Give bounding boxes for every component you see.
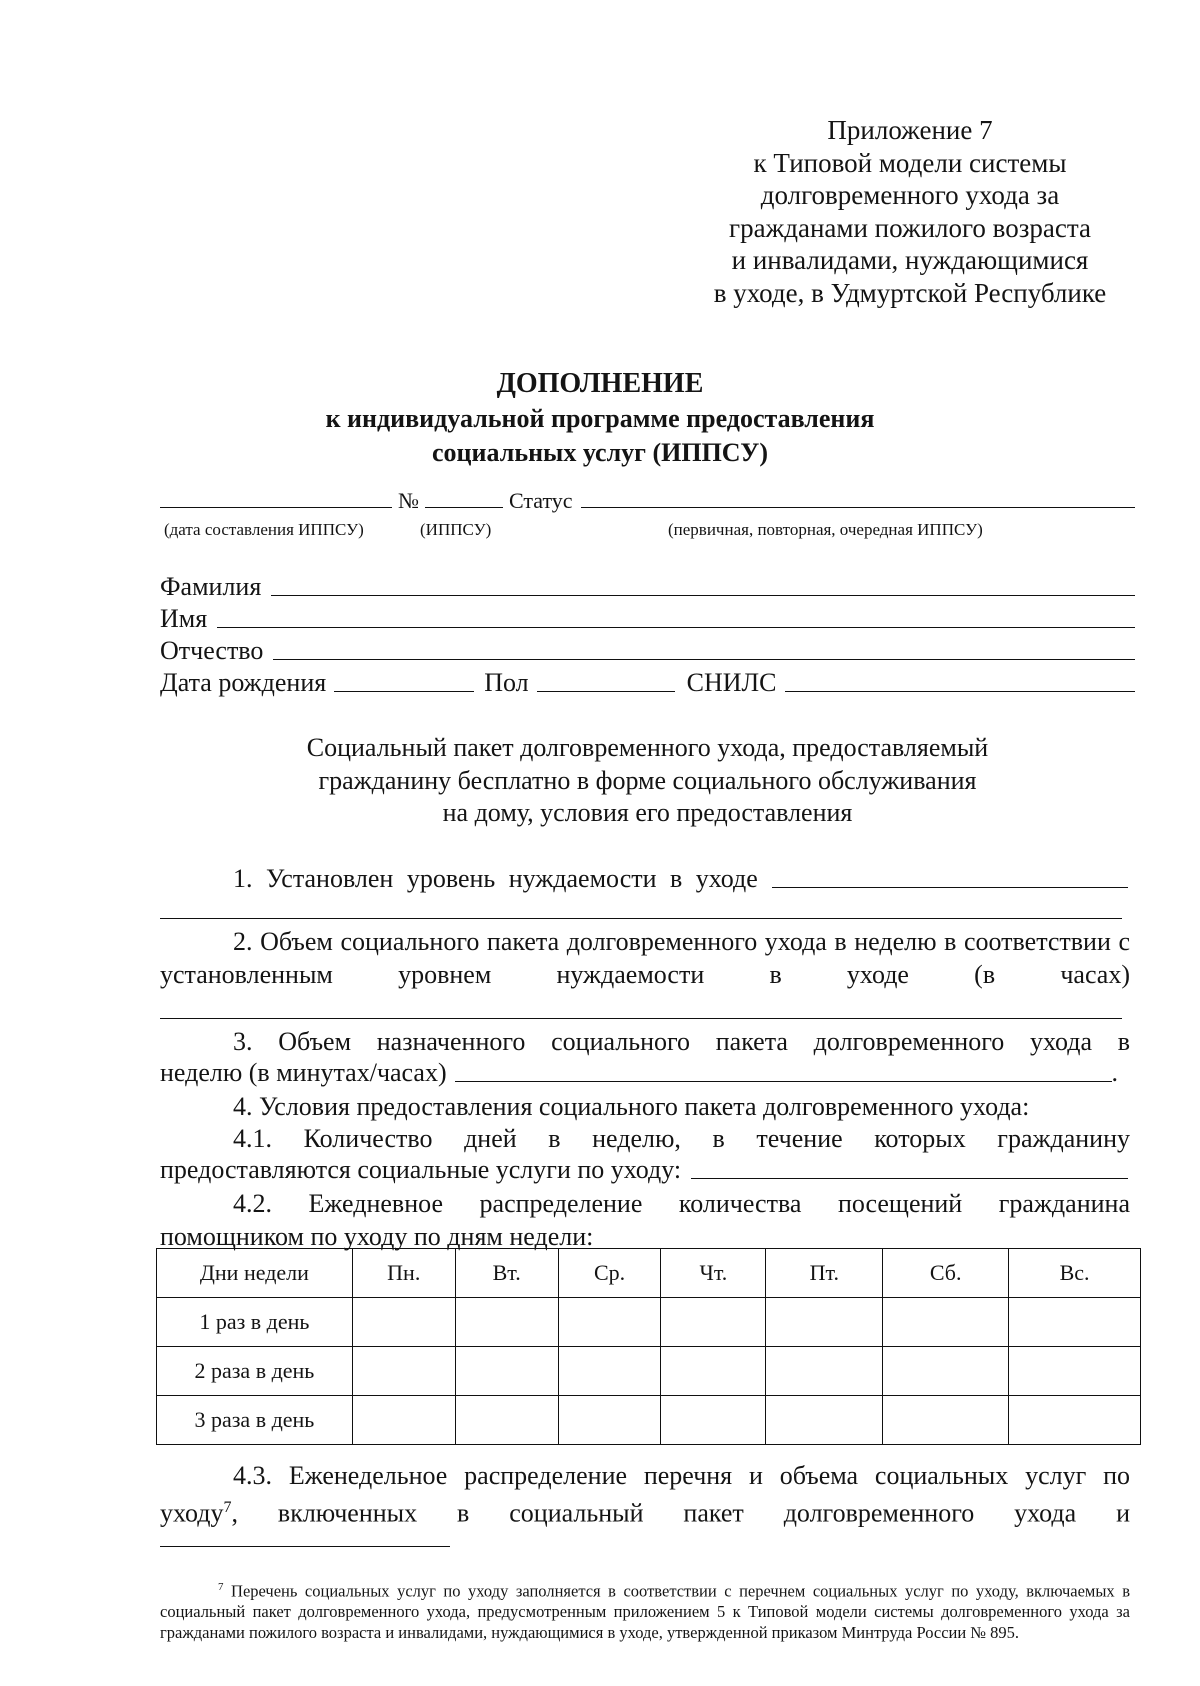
table-cell[interactable] [883, 1396, 1009, 1445]
sex-field[interactable] [537, 691, 675, 692]
need-level-field[interactable] [772, 887, 1128, 888]
footnote-reference[interactable]: 7 [223, 1499, 232, 1516]
surname-row [160, 572, 1135, 602]
ippsu-caption: (ИППСУ) [420, 520, 492, 539]
package-heading-line: Социальный пакет долговременного ухода, предоставляемый [306, 733, 989, 762]
item-3-line-2-text: неделю (в минутах/часах) [160, 1058, 447, 1087]
item-4-3-line-1: 4.3. Еженедельное распределение перечня и объема социальных услуг по [233, 1461, 1130, 1490]
surname-label: Фамилия [160, 572, 262, 601]
title-line-1: ДОПОЛНЕНИЕ [496, 368, 704, 399]
item-1 [233, 864, 1128, 894]
date-caption: (дата составления ИППСУ) [164, 520, 364, 539]
table-cell[interactable] [352, 1347, 455, 1396]
status-field[interactable] [581, 507, 1135, 508]
item-1-continuation-line[interactable] [160, 918, 1122, 919]
date-field[interactable] [160, 507, 392, 508]
item-4-3-line-2-rest: , включенных в социальный пакет долговременного ухода и [231, 1498, 1130, 1528]
annex-line: и инвалидами, нуждающимися [731, 245, 1089, 275]
header-cell-days: Дни недели [157, 1249, 353, 1298]
table-cell[interactable] [558, 1396, 661, 1445]
table-cell[interactable] [352, 1396, 455, 1445]
sex-label: Пол [484, 668, 529, 697]
row-label: 3 раза в день [157, 1396, 353, 1445]
table-cell[interactable] [766, 1347, 883, 1396]
table-cell[interactable] [558, 1347, 661, 1396]
item-2-text: 2. Объем социального пакета долговременного ухода в неделю в соответствии с установленным уровнем нуждаемости в уходе (в часах) [160, 927, 1130, 989]
snils-label: СНИЛС [686, 668, 777, 697]
table-cell[interactable] [1009, 1298, 1141, 1347]
status-caption: (первичная, повторная, очередная ИППСУ) [668, 520, 983, 539]
table-cell[interactable] [766, 1298, 883, 1347]
table-cell[interactable] [455, 1298, 558, 1347]
package-heading-line: гражданину бесплатно в форме социального обслуживания [318, 765, 977, 795]
item-1-text: 1. Установлен уровень нуждаемости в уходе [233, 864, 758, 893]
item-4-1-line-2-text: предоставляются социальные услуги по уходу: [160, 1155, 682, 1184]
name-field[interactable] [217, 627, 1135, 628]
surname-field[interactable] [271, 595, 1135, 596]
item-3-line-1: 3. Объем назначенного социального пакета долговременного ухода в [233, 1027, 1130, 1056]
document-title [0, 366, 1200, 470]
item-4-2-text: 4.2. Ежедневное распределение количества посещений гражданина помощником по уходу по дням недели: [160, 1189, 1130, 1251]
table-row [157, 1298, 1141, 1347]
table-row [157, 1396, 1141, 1445]
package-volume-field[interactable] [160, 1018, 1122, 1019]
patronymic-label: Отчество [160, 636, 264, 665]
table-cell[interactable] [1009, 1396, 1141, 1445]
name-row [160, 604, 1135, 634]
title-line-2: к индивидуальной программе предоставления [325, 404, 875, 433]
table-cell[interactable] [1009, 1347, 1141, 1396]
package-heading [160, 732, 1135, 830]
birth-date-field[interactable] [334, 691, 474, 692]
annex-line: долговременного ухода за [760, 180, 1060, 210]
annex-line: Приложение 7 [827, 115, 993, 145]
table-cell[interactable] [352, 1298, 455, 1347]
snils-field[interactable] [785, 691, 1136, 692]
item-3-line-2 [160, 1058, 1118, 1088]
item-3-end-mark: . [1111, 1058, 1118, 1087]
header-cell-tue: Вт. [455, 1249, 558, 1298]
annex-block [680, 114, 1140, 309]
table-cell[interactable] [661, 1298, 766, 1347]
item-4-text: 4. Условия предоставления социального пакета долговременного ухода: [233, 1092, 1030, 1121]
header-cell-sat: Сб. [883, 1249, 1009, 1298]
footnote [160, 1577, 1130, 1643]
row-label: 1 раз в день [157, 1298, 353, 1347]
ippsu-meta-line [160, 488, 1135, 514]
header-cell-fri: Пт. [766, 1249, 883, 1298]
status-label: Статус [509, 488, 573, 513]
table-cell[interactable] [558, 1298, 661, 1347]
assigned-volume-field[interactable] [455, 1081, 1112, 1082]
patronymic-row [160, 636, 1135, 666]
patronymic-field[interactable] [273, 659, 1135, 660]
annex-line: гражданами пожилого возраста [729, 212, 1091, 243]
footnote-marker: 7 [218, 1581, 224, 1593]
item-4-3-line-2 [160, 1492, 1130, 1530]
birth-date-label: Дата рождения [160, 668, 327, 697]
header-cell-mon: Пн. [352, 1249, 455, 1298]
table-header-row [157, 1249, 1141, 1298]
table-cell[interactable] [661, 1396, 766, 1445]
row-label: 2 раза в день [157, 1347, 353, 1396]
birth-sex-snils-row [160, 668, 1135, 698]
table-cell[interactable] [455, 1396, 558, 1445]
item-4-3-word: уходу [160, 1498, 224, 1528]
table-cell[interactable] [661, 1347, 766, 1396]
header-cell-wed: Ср. [558, 1249, 661, 1298]
table-cell[interactable] [883, 1347, 1009, 1396]
item-4-1-line-2 [160, 1155, 1128, 1185]
package-heading-line: на дому, условия его предоставления [442, 798, 853, 827]
name-label: Имя [160, 604, 208, 633]
header-cell-sun: Вс. [1009, 1249, 1141, 1298]
table-row [157, 1347, 1141, 1396]
table-cell[interactable] [766, 1396, 883, 1445]
number-field[interactable] [425, 507, 503, 508]
visit-schedule-table [156, 1248, 1141, 1445]
header-cell-thu: Чт. [661, 1249, 766, 1298]
annex-line: к Типовой модели системы [753, 147, 1067, 178]
table-cell[interactable] [883, 1298, 1009, 1347]
item-4-1-line-1: 4.1. Количество дней в неделю, в течение которых гражданину [233, 1124, 1130, 1153]
table-cell[interactable] [455, 1347, 558, 1396]
days-per-week-field[interactable] [691, 1178, 1128, 1179]
annex-line: в уходе, в Удмуртской Республике [713, 277, 1107, 308]
title-line-3: социальных услуг (ИППСУ) [432, 438, 768, 467]
footnote-text: Перечень социальных услуг по уходу заполняется в соответствии с перечнем социальных услуг по уходу, включаемых в социальный пакет долговременного ухода, предусмотренным приложением 5 к Типовой модели системы долговременного ухода за гражданами пожилого возраста и инвалидами, нуждающимися в уходе, утвержденной приказом Минтруда России № 895. [160, 1581, 1130, 1642]
number-label: № [398, 488, 419, 513]
footnote-separator [160, 1546, 450, 1547]
